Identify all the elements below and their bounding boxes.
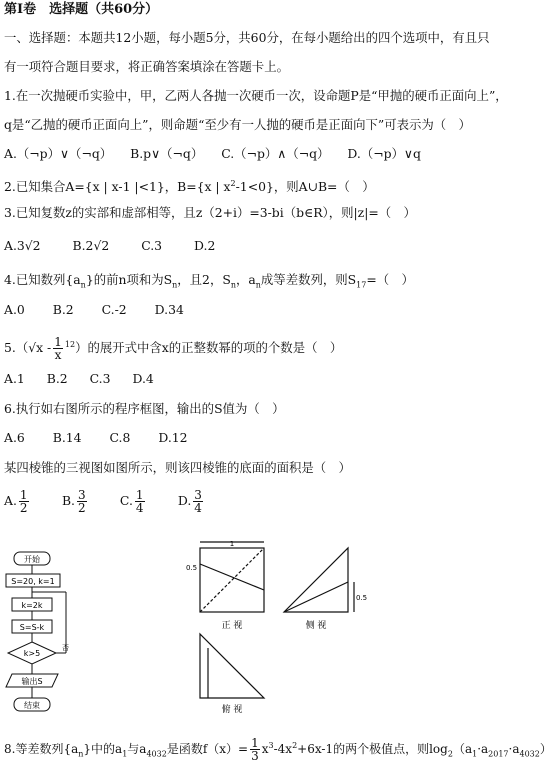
question-8-stem-part: x	[261, 742, 269, 756]
question-1-options	[4, 146, 435, 162]
side-view-half-label: 0.5	[356, 594, 368, 602]
question-4-subscript: 17	[356, 280, 367, 290]
option-label: D.	[177, 493, 192, 508]
question-4-options	[4, 302, 198, 318]
question-8-stem-part: ·a	[508, 742, 520, 756]
exam-header: 第Ⅰ卷 选择题（共60分）	[4, 2, 159, 17]
question-1-option-b: B.p∨（¬q）	[130, 146, 204, 161]
question-4-stem-part: 成等差数列，则S	[260, 272, 357, 287]
section-intro-line1: 一、选择题：本题共12小题，每小题5分，共60分，在每小题给出的四个选项中，有且只	[4, 30, 490, 45]
flow-init-text: S=20, k=1	[11, 577, 55, 586]
three-view-diagram	[182, 536, 372, 716]
question-1-stem-line2: q是“乙抛的硬币正面向上”，则命题“至少有一人抛的硬币是正面向下”可表示为（ ）	[4, 117, 471, 132]
question-8-stem-part: -4x	[273, 742, 293, 756]
question-2-stem	[4, 176, 375, 195]
flow-step1-text: k=2k	[21, 601, 43, 610]
question-2-stem-part: -1<0}，则A∪B=（ ）	[235, 179, 375, 195]
fraction-numerator: 3	[194, 488, 202, 502]
question-2-stem-part: 2.已知集合A={x | x-1 |<1}，B={x | x	[4, 179, 231, 195]
option-label: C.	[119, 493, 133, 508]
question-8-subscript: 2017	[488, 749, 509, 759]
question-5-option-a: A.1	[4, 371, 25, 386]
question-4-option-a: A.0	[4, 302, 25, 317]
fraction-numerator: 3	[78, 488, 86, 502]
question-3-option-d: D.2	[194, 238, 216, 253]
flow-no-label: 否	[62, 644, 69, 652]
front-view-width-label: 1	[229, 540, 235, 548]
fraction-denominator: 4	[135, 501, 144, 515]
question-8-subscript: 2	[447, 749, 453, 759]
question-5-stem	[4, 331, 343, 363]
flow-condition-text: k>5	[23, 649, 41, 658]
fraction-denominator: 2	[78, 501, 86, 515]
question-1-option-a: A.（¬p）∨（¬q）	[4, 146, 113, 161]
fraction-denominator: 3	[251, 749, 259, 763]
question-8-stem-part: 是函数f（x）=	[166, 742, 249, 756]
question-3-option-a: A.3√2	[4, 238, 41, 253]
question-8-subscript: 1	[472, 749, 478, 759]
question-6-option-c: C.8	[109, 430, 131, 445]
question-4-stem-part: ，且2，S	[177, 272, 231, 287]
question-4-subscript: n	[230, 280, 236, 290]
question-8-stem-part: （a	[452, 742, 473, 756]
question-4-subscript: n	[172, 280, 178, 290]
question-4-option-d: D.34	[154, 302, 184, 317]
fraction-numerator: 1	[19, 488, 28, 502]
question-4-stem	[4, 272, 414, 293]
question-4-stem-part: }的前n项和为S	[85, 272, 173, 287]
question-7-option-c	[120, 484, 174, 518]
question-8-stem-part: 8.等差数列{a	[4, 742, 79, 756]
question-8-subscript: 4032	[146, 749, 167, 759]
fraction-denominator: x	[54, 348, 62, 363]
option-label: A.	[4, 493, 17, 508]
question-4-option-c: C.-2	[101, 302, 127, 317]
question-5-option-b: B.2	[46, 371, 68, 386]
question-7-option-b	[62, 484, 116, 518]
question-6-option-a: A.6	[4, 430, 25, 445]
question-2-exponent: 2	[230, 179, 236, 188]
question-8-stem-part: }中的a	[83, 742, 123, 756]
question-5-stem-part: ）的展开式中含x的正整数幂的项的个数是（ ）	[75, 340, 343, 356]
front-view-half-label: 0.5	[186, 564, 198, 572]
question-5-option-c: C.3	[89, 371, 111, 386]
question-8-exponent: 2	[292, 741, 298, 750]
side-view-label: 侧 视	[305, 621, 327, 631]
option-label: B.	[61, 493, 75, 508]
fraction-numerator: 1	[251, 736, 259, 750]
flow-start-text: 开始	[24, 555, 40, 564]
front-view-label: 正 视	[221, 621, 243, 631]
question-4-option-b: B.2	[52, 302, 74, 317]
question-8-stem-part: 与a	[127, 742, 147, 756]
question-4-subscript: n	[255, 280, 261, 290]
question-5-fraction	[53, 336, 63, 361]
question-8-subscript: 1	[122, 749, 128, 759]
fraction-numerator: 1	[54, 335, 62, 350]
question-3-option-b: B.2√2	[72, 238, 110, 253]
question-6-stem: 6.执行如右图所示的程序框图，输出的S值为（ ）	[4, 401, 285, 416]
side-view-triangle	[284, 548, 348, 612]
fraction-denominator: 2	[19, 501, 28, 515]
question-7-option-a	[4, 484, 58, 518]
question-8-stem-part: ）	[539, 742, 552, 756]
question-5-options	[4, 371, 168, 387]
question-6-option-b: B.14	[52, 430, 82, 445]
question-8-stem-part: +6x-1的两个极值点，则log	[297, 742, 448, 756]
question-1-option-c: C.（¬p）∧（¬q）	[221, 146, 330, 161]
question-5-option-d: D.4	[132, 371, 154, 386]
question-3-option-c: C.3	[141, 238, 163, 253]
program-flowchart	[0, 540, 110, 720]
fraction-numerator: 1	[135, 488, 144, 502]
question-8-subscript: 4032	[519, 749, 540, 759]
top-view-triangle	[200, 634, 264, 698]
question-5-exponent: 12	[64, 340, 76, 349]
fraction-denominator: 4	[194, 501, 202, 515]
question-4-stem-part: 4.已知数列{a	[4, 272, 81, 287]
question-8-exponent: 3	[268, 741, 274, 750]
question-4-stem-part: =（ ）	[366, 272, 414, 287]
question-6-option-d: D.12	[158, 430, 188, 445]
question-8-stem-part: ·a	[477, 742, 489, 756]
top-view-label: 俯 视	[221, 705, 243, 715]
question-4-stem-part: ，a	[235, 272, 256, 287]
question-6-options	[4, 430, 202, 446]
question-3-stem: 3.已知复数z的实部和虚部相等，且z（2+i）=3-bi（b∈R），则|z|=（ ）	[4, 205, 416, 220]
flow-end-text: 结束	[24, 701, 40, 710]
question-7-stem: 某四棱锥的三视图如图所示，则该四棱锥的底面的面积是（ ）	[4, 460, 351, 475]
question-7-options	[4, 484, 232, 518]
question-1-option-d: D.（¬p）∨q	[347, 146, 421, 161]
flow-step2-text: S=S-k	[19, 623, 45, 632]
question-5-stem-part: 5.（√x -	[4, 340, 52, 356]
question-3-options	[4, 238, 229, 254]
question-4-subscript: n	[80, 280, 86, 290]
question-1-stem-line1: 1.在一次抛硬币实验中，甲，乙两人各抛一次硬币一次，设命题P是“甲抛的硬币正面向上”，	[4, 88, 508, 103]
section-intro-line2: 有一项符合题目要求，将正确答案填涂在答题卡上。	[4, 59, 289, 74]
flow-output-text: 输出S	[21, 677, 43, 686]
question-7-option-d	[178, 484, 232, 518]
question-8-stem: 8.等差数列$\{a_n\}$中的$a_1$与$a_{4032}$是函数f（x）= $\frac{1}{3}$ $x^3-4x^2+6x-1$的两个极值点，则$\log_2(a_1\cdot a_{2017}\cdot a_{4032})$	[4, 736, 552, 763]
